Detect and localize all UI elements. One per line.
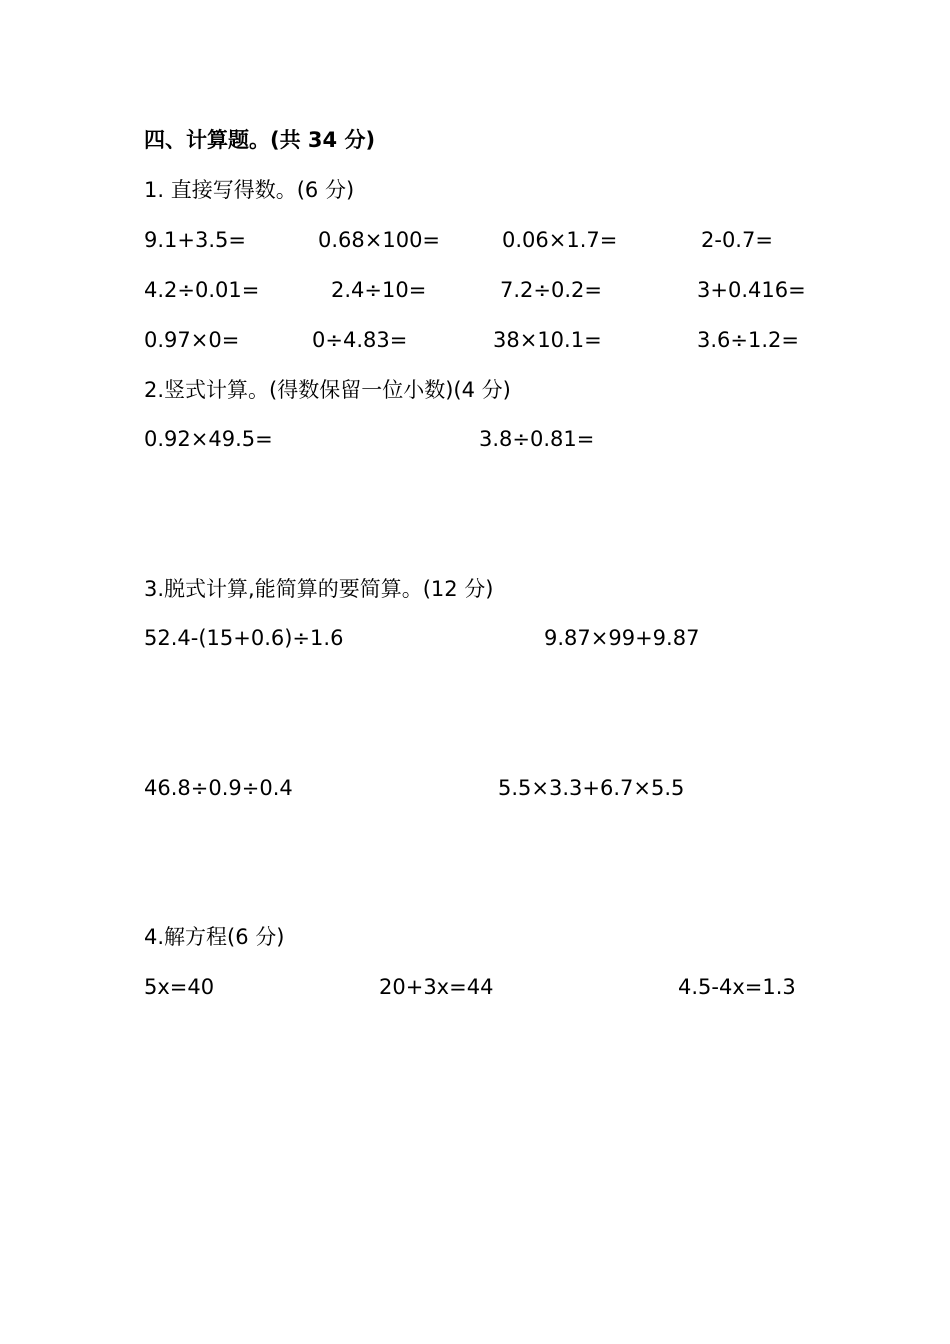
q1-item: 3.6÷1.2= bbox=[697, 328, 799, 352]
q1-item: 2.4÷10= bbox=[331, 278, 427, 302]
q4-heading: 4.解方程(6 分) bbox=[144, 925, 285, 949]
q1-item: 0÷4.83= bbox=[312, 328, 408, 352]
q1-item: 3+0.416= bbox=[697, 278, 806, 302]
q1-item: 0.97×0= bbox=[144, 328, 240, 352]
q1-item: 0.68×100= bbox=[318, 228, 441, 252]
section-title: 四、计算题。(共 34 分) bbox=[144, 128, 376, 152]
q3-item: 52.4-(15+0.6)÷1.6 bbox=[144, 626, 344, 650]
q1-item: 9.1+3.5= bbox=[144, 228, 246, 252]
q1-item: 7.2÷0.2= bbox=[500, 278, 602, 302]
q1-item: 2-0.7= bbox=[701, 228, 773, 252]
q3-item: 46.8÷0.9÷0.4 bbox=[144, 776, 293, 800]
q4-item: 4.5-4x=1.3 bbox=[678, 975, 796, 999]
q1-item: 4.2÷0.01= bbox=[144, 278, 260, 302]
q1-item: 0.06×1.7= bbox=[502, 228, 618, 252]
q2-item: 3.8÷0.81= bbox=[479, 427, 595, 451]
q4-item: 5x=40 bbox=[144, 975, 215, 999]
q3-item: 9.87×99+9.87 bbox=[544, 626, 700, 650]
q3-item: 5.5×3.3+6.7×5.5 bbox=[498, 776, 685, 800]
q4-item: 20+3x=44 bbox=[379, 975, 494, 999]
q1-item: 38×10.1= bbox=[493, 328, 602, 352]
q2-heading: 2.竖式计算。(得数保留一位小数)(4 分) bbox=[144, 378, 511, 402]
q3-heading: 3.脱式计算,能简算的要简算。(12 分) bbox=[144, 577, 494, 601]
q2-item: 0.92×49.5= bbox=[144, 427, 273, 451]
q1-heading: 1. 直接写得数。(6 分) bbox=[144, 178, 355, 202]
